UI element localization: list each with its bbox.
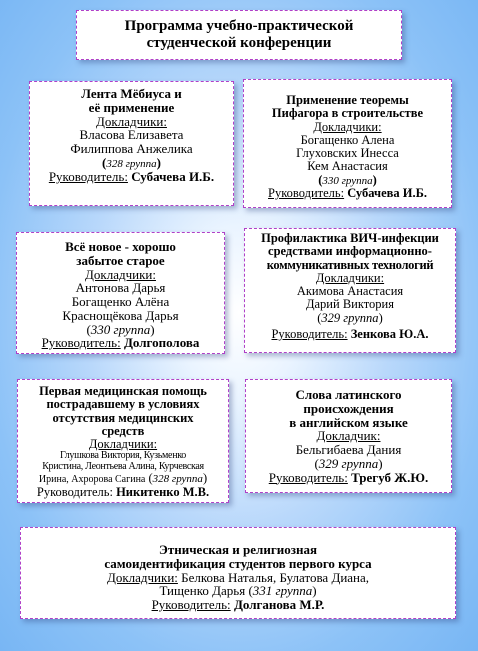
talk-title-line: Пифагора в строительстве [271,106,424,121]
talk-title-line: средствами информационно- [268,244,432,259]
speaker-name: Краснощёкова Дарья [62,307,179,323]
group-line: (329 группа) [314,455,383,471]
supervisor-label: Руководитель: [48,169,128,185]
speaker-name: Власова Елизавета [79,127,184,143]
talk-title-line: Лента Мёбиуса и [81,86,182,101]
group-line: Тищенко Дарья (331 группа) [159,583,317,599]
supervisor-name: Долгополова [123,335,200,351]
speaker-name: Кем Анастасия [307,159,388,174]
group-number: 328 группа [152,473,203,486]
speaker-name: Богащенко Алёна [71,294,170,310]
talk-card-mobius [29,81,234,206]
supervisor-label: Руководитель: [151,597,231,613]
talk-title-line: её применение [88,99,175,115]
speaker-name: Глушкова Виктория, Кузьменко [59,450,187,462]
supervisor-name: Трегуб Ж.Ю. [351,469,429,485]
speaker-name: Антонова Дарья [75,280,166,296]
talk-title-line: средств [101,423,145,438]
supervisor-label: Руководитель: [36,485,113,500]
supervisor-label: Руководитель: [41,335,121,351]
talk-card-first-aid [17,379,229,503]
talk-title-line: происхождения [303,400,394,416]
talk-title-line: Этническая и религиозная [159,542,317,557]
group-line: Ирина, Ахророва Сагина (328 группа) [38,471,208,486]
speakers-label: Докладчики: [96,113,167,129]
supervisor-name: Никитенко М.В. [116,485,210,500]
talk-card-ethnic-identity [20,527,456,619]
group-number: 330 группа [90,321,151,337]
speaker-name: Бельгибаева Дания [295,442,402,458]
group-line: (330 группа) [86,321,155,337]
group-line: (330 группа) [318,172,377,187]
group-line: (329 группа) [317,310,383,325]
talk-card-latin-words [245,379,452,493]
talk-title-line: отсутствия медицинских [52,410,194,425]
talk-title-line: пострадавшему в условиях [46,397,200,412]
supervisor-line [244,187,451,200]
supervisor-line [21,598,455,612]
group-number: 328 группа [106,157,157,170]
speakers-label: Докладчики: [85,266,156,282]
speaker-name: Богащенко Алена [300,132,395,147]
supervisor-line [246,471,451,485]
speaker-name: Акимова Анастасия [296,284,404,298]
speakers-line [21,571,455,585]
supervisor-name: Зенкова Ю.А. [350,326,429,341]
speakers-label: Докладчик: [316,428,381,444]
speaker-name: Тищенко Дарья [159,583,246,599]
group-number: 330 группа [322,174,373,187]
talk-title-line: самоидентификация студентов первого курса [104,555,372,571]
supervisor-label: Руководитель: [271,326,348,341]
talk-card-old-new [16,232,225,354]
header-line-1: Программа учебно-практической [124,18,354,34]
speakers-label: Докладчики: [315,270,385,285]
speakers-label: Докладчики: [313,119,382,134]
talk-title-line: Слова латинского [295,387,402,402]
group-number: 331 группа [252,583,313,599]
speaker-name: Белкова Наталья, Булатова Диана, [181,569,370,585]
speaker-name: Ирина, Ахророва Сагина [38,474,146,486]
supervisor-line [30,170,233,184]
talk-title-line: коммуникативных технологий [266,257,434,272]
supervisor-line [245,328,455,341]
talk-card-hiv [244,228,456,353]
speaker-name: Кристина, Леонтьева Алина, Курчевская [42,460,204,472]
supervisor-line [17,336,224,350]
group-number: 329 группа [321,310,379,325]
supervisor-name: Субачева И.Б. [131,169,215,185]
talk-title-line: забытое старое [76,252,165,268]
speakers-label: Докладчики: [88,437,158,451]
talk-title-line: Профилактика ВИЧ-инфекции [261,231,439,245]
talk-title-line: Всё новое - хорошо [65,239,176,254]
talk-card-pythagoras [243,79,452,208]
speaker-name: Филиппова Анжелика [70,141,193,157]
group-line: (328 группа) [102,154,161,170]
supervisor-name: Долганова М.Р. [233,597,325,613]
supervisor-line [18,486,228,499]
speaker-name: Дарий Виктория [305,297,394,312]
supervisor-label: Руководитель: [268,186,345,201]
talk-title-line: Первая медицинская помощь [39,384,207,398]
speakers-label: Докладчики: [106,569,178,585]
supervisor-name: Субачева И.Б. [347,186,427,201]
program-header [76,10,402,60]
supervisor-label: Руководитель: [268,469,348,485]
talk-title-line: в английском языке [289,414,408,430]
group-number: 329 группа [318,455,379,471]
header-line-2: студенческой конференции [146,35,332,52]
talk-title-line: Применение теоремы [286,93,409,107]
speaker-name: Глуховских Инесса [296,146,399,160]
